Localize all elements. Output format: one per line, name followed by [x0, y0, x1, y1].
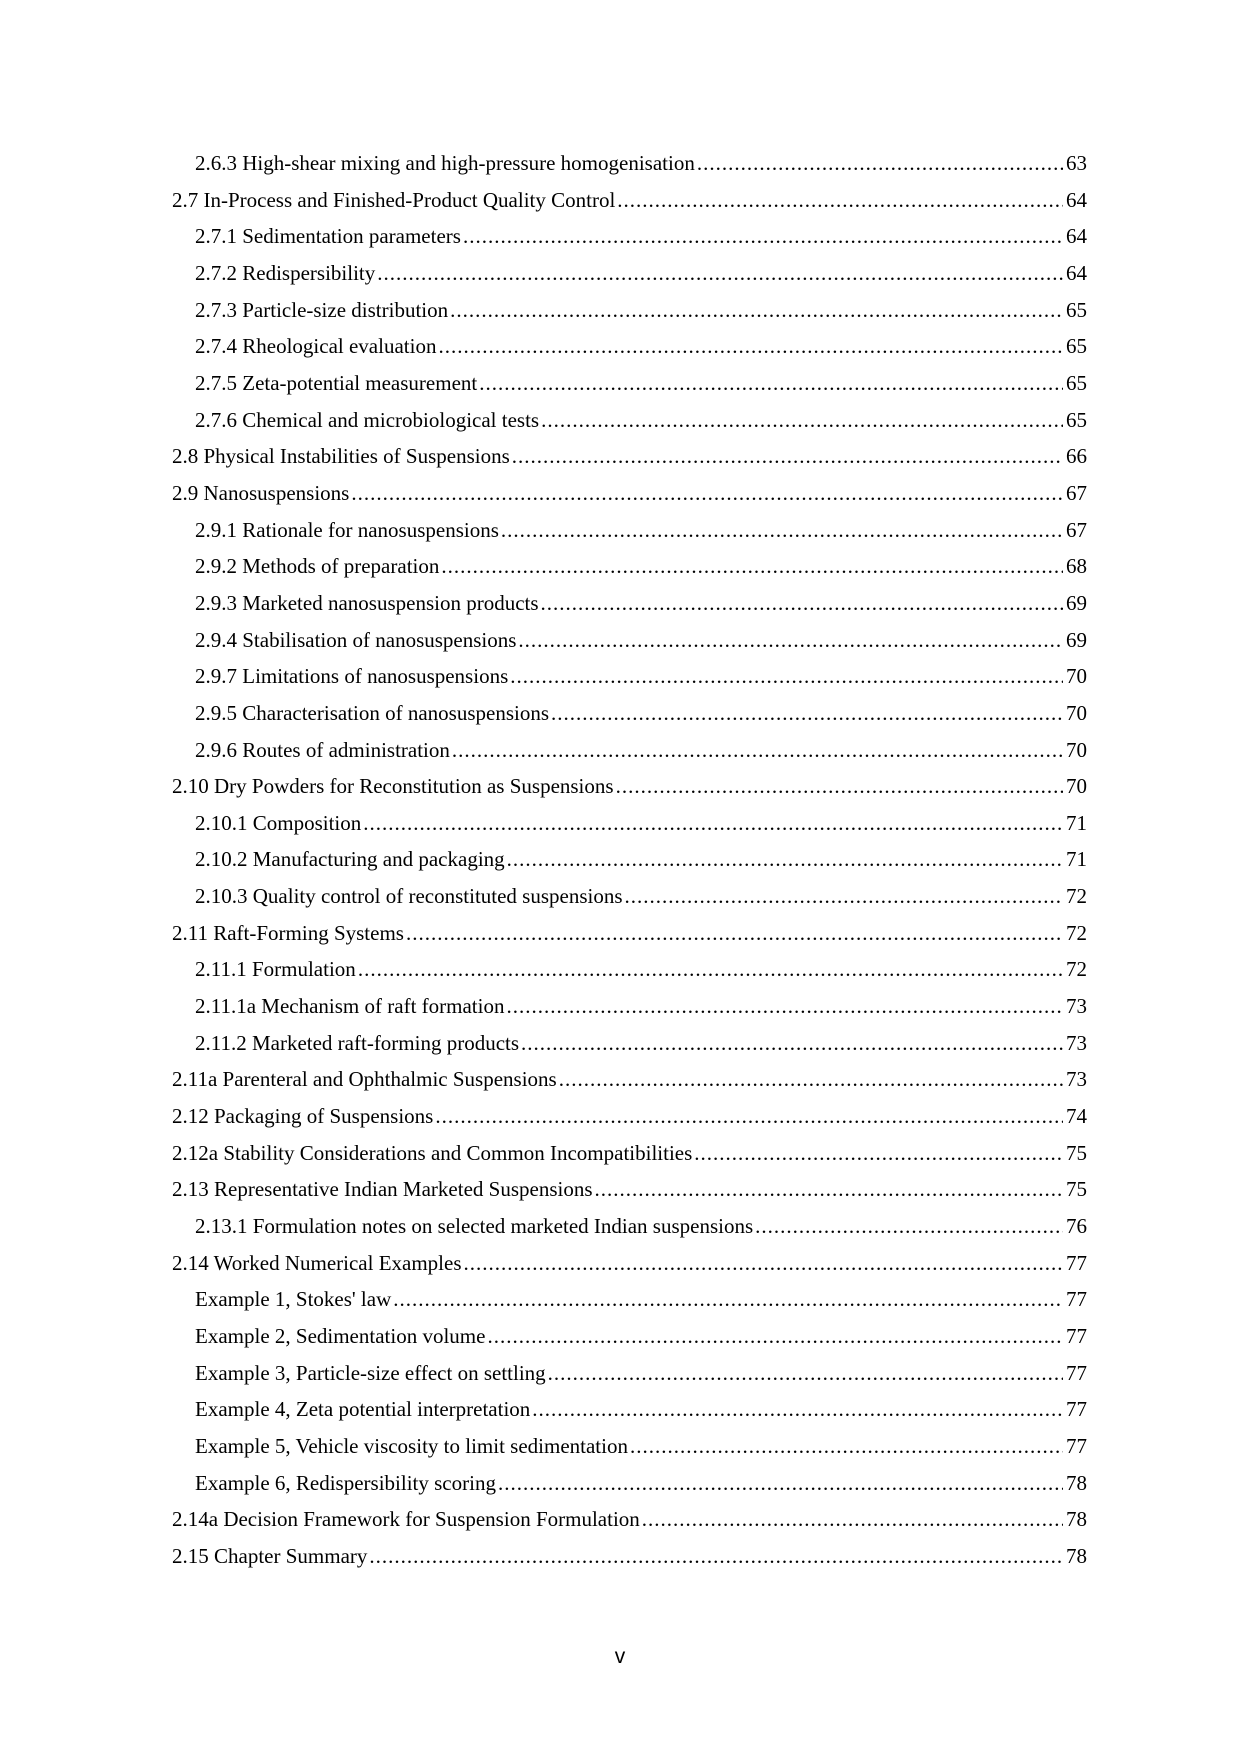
toc-entry-page: 78 — [1066, 1507, 1087, 1532]
toc-entry[interactable] — [172, 732, 1087, 769]
toc-dot-leader — [463, 218, 1063, 255]
toc-entry-title: 2.12a Stability Considerations and Common Incompatibilities — [172, 1140, 693, 1165]
toc-entry-title: 2.7 In-Process and Finished-Product Quality Control — [172, 187, 616, 212]
toc-entry-title: 2.10 Dry Powders for Reconstitution as Suspensions — [172, 774, 614, 799]
toc-entry-title: 2.10.1 Composition — [195, 810, 362, 835]
toc-entry[interactable] — [172, 1465, 1087, 1502]
toc-dot-leader — [507, 841, 1063, 878]
toc-dot-leader — [625, 878, 1063, 915]
toc-entry-page: 64 — [1066, 224, 1087, 249]
toc-entry-page: 77 — [1066, 1250, 1087, 1275]
toc-dot-leader — [487, 1318, 1063, 1355]
toc-entry[interactable] — [172, 1501, 1087, 1538]
toc-entry[interactable] — [172, 1208, 1087, 1245]
toc-entry-title: 2.12 Packaging of Suspensions — [172, 1104, 434, 1129]
toc-dot-leader — [642, 1501, 1063, 1538]
toc-entry-title: 2.7.4 Rheological evaluation — [195, 334, 437, 359]
toc-entry-title: 2.9.7 Limitations of nanosuspensions — [195, 664, 509, 689]
toc-dot-leader — [438, 328, 1063, 365]
toc-entry[interactable] — [172, 768, 1087, 805]
toc-entry-page: 72 — [1066, 884, 1087, 909]
toc-entry[interactable] — [172, 1281, 1087, 1318]
toc-entry-page: 68 — [1066, 554, 1087, 579]
toc-entry-page: 71 — [1066, 810, 1087, 835]
toc-entry-title: Example 1, Stokes' law — [195, 1287, 392, 1312]
toc-entry-page: 70 — [1066, 664, 1087, 689]
toc-entry[interactable] — [172, 292, 1087, 329]
toc-entry[interactable] — [172, 365, 1087, 402]
toc-entry[interactable] — [172, 658, 1087, 695]
toc-entry-page: 78 — [1066, 1470, 1087, 1495]
toc-entry-page: 69 — [1066, 627, 1087, 652]
toc-entry-page: 73 — [1066, 994, 1087, 1019]
toc-dot-leader — [363, 805, 1063, 842]
toc-entry[interactable] — [172, 1061, 1087, 1098]
toc-entry-page: 70 — [1066, 774, 1087, 799]
toc-entry-title: 2.9.3 Marketed nanosuspension products — [195, 590, 539, 615]
toc-entry[interactable] — [172, 915, 1087, 952]
toc-entry-page: 70 — [1066, 700, 1087, 725]
toc-dot-leader — [377, 255, 1063, 292]
toc-entry-title: 2.11.1a Mechanism of raft formation — [195, 994, 505, 1019]
toc-entry-page: 69 — [1066, 590, 1087, 615]
toc-entry-title: 2.11 Raft-Forming Systems — [172, 920, 404, 945]
toc-entry[interactable] — [172, 255, 1087, 292]
toc-entry-title: 2.7.1 Sedimentation parameters — [195, 224, 461, 249]
toc-dot-leader — [521, 1025, 1063, 1062]
toc-entry-title: 2.9.6 Routes of administration — [195, 737, 450, 762]
toc-entry-title: 2.10.3 Quality control of reconstituted suspensions — [195, 884, 623, 909]
toc-entry-page: 72 — [1066, 957, 1087, 982]
toc-entry[interactable] — [172, 695, 1087, 732]
toc-entry-page: 65 — [1066, 407, 1087, 432]
toc-entry-title: Example 6, Redispersibility scoring — [195, 1470, 496, 1495]
toc-entry[interactable] — [172, 438, 1087, 475]
toc-dot-leader — [501, 512, 1063, 549]
toc-dot-leader — [630, 1428, 1063, 1465]
toc-entry-page: 63 — [1066, 151, 1087, 175]
toc-entry[interactable] — [172, 1538, 1087, 1575]
toc-dot-leader — [512, 438, 1063, 475]
toc-dot-leader — [697, 145, 1063, 182]
toc-dot-leader — [595, 1171, 1064, 1208]
toc-entry-page: 73 — [1066, 1067, 1087, 1092]
toc-entry-page: 78 — [1066, 1543, 1087, 1568]
toc-dot-leader — [435, 1098, 1063, 1135]
toc-entry-title: 2.15 Chapter Summary — [172, 1543, 368, 1568]
toc-entry-title: 2.9.1 Rationale for nanosuspensions — [195, 517, 499, 542]
toc-entry-title: 2.9.2 Methods of preparation — [195, 554, 440, 579]
toc-entry-page: 65 — [1066, 370, 1087, 395]
toc-entry[interactable] — [172, 1135, 1087, 1172]
toc-dot-leader — [351, 475, 1063, 512]
toc-entry[interactable] — [172, 841, 1087, 878]
toc-entry-title: 2.10.2 Manufacturing and packaging — [195, 847, 505, 872]
toc-dot-leader — [464, 1245, 1063, 1282]
toc-entry-page: 65 — [1066, 297, 1087, 322]
toc-entry-title: 2.9.5 Characterisation of nanosuspensions — [195, 700, 550, 725]
toc-dot-leader — [617, 182, 1063, 219]
toc-dot-leader — [616, 768, 1063, 805]
toc-entry-title: Example 2, Sedimentation volume — [195, 1324, 486, 1348]
toc-entry-page: 64 — [1066, 260, 1087, 285]
toc-entry-page: 74 — [1066, 1104, 1087, 1129]
toc-dot-leader — [541, 585, 1063, 622]
toc-entry[interactable] — [172, 585, 1087, 622]
toc-entry[interactable] — [172, 475, 1087, 512]
toc-entry-title: 2.9 Nanosuspensions — [172, 480, 350, 505]
toc-entry[interactable] — [172, 1428, 1087, 1465]
toc-dot-leader — [694, 1135, 1063, 1172]
toc-dot-leader — [518, 622, 1063, 659]
toc-entry[interactable] — [172, 622, 1087, 659]
toc-entry-title: 2.7.5 Zeta-potential measurement — [195, 370, 478, 395]
toc-entry-title: 2.13 Representative Indian Marketed Suspensions — [172, 1177, 593, 1202]
toc-dot-leader — [369, 1538, 1063, 1575]
toc-entry-page: 73 — [1066, 1030, 1087, 1055]
toc-dot-leader — [479, 365, 1063, 402]
toc-entry[interactable] — [172, 988, 1087, 1025]
toc-entry[interactable] — [172, 1245, 1087, 1282]
toc-dot-leader — [506, 988, 1063, 1025]
toc-entry-title: 2.7.3 Particle-size distribution — [195, 297, 449, 322]
toc-entry[interactable] — [172, 218, 1087, 255]
toc-entry[interactable] — [172, 145, 1087, 182]
toc-entry-page: 77 — [1066, 1397, 1087, 1422]
page-number: v — [614, 1645, 626, 1668]
table-of-contents — [172, 145, 1087, 1575]
toc-entry[interactable] — [172, 1171, 1087, 1208]
toc-dot-leader — [406, 915, 1063, 952]
toc-entry-page: 77 — [1066, 1287, 1087, 1312]
toc-entry-page: 76 — [1066, 1214, 1087, 1239]
toc-entry[interactable] — [172, 1355, 1087, 1392]
toc-entry-title: 2.7.2 Redispersibility — [195, 260, 376, 285]
toc-entry[interactable] — [172, 512, 1087, 549]
toc-dot-leader — [452, 732, 1063, 769]
toc-entry-page: 65 — [1066, 334, 1087, 359]
toc-entry-title: Example 4, Zeta potential interpretation — [195, 1397, 531, 1422]
toc-dot-leader — [541, 402, 1063, 439]
toc-entry-title: 2.11.2 Marketed raft-forming products — [195, 1030, 520, 1055]
toc-entry-page: 71 — [1066, 847, 1087, 872]
toc-entry-page: 67 — [1066, 480, 1087, 505]
toc-entry-page: 66 — [1066, 444, 1087, 469]
toc-entry[interactable] — [172, 1391, 1087, 1428]
toc-entry-page: 77 — [1066, 1433, 1087, 1458]
toc-entry-title: Example 5, Vehicle viscosity to limit sedimentation — [195, 1433, 628, 1458]
toc-entry-page: 75 — [1066, 1140, 1087, 1165]
toc-entry[interactable] — [172, 1318, 1087, 1355]
toc-entry[interactable] — [172, 805, 1087, 842]
toc-entry[interactable] — [172, 951, 1087, 988]
toc-dot-leader — [559, 1061, 1063, 1098]
toc-dot-leader — [510, 658, 1063, 695]
toc-entry-page: 70 — [1066, 737, 1087, 762]
toc-entry-page: 77 — [1066, 1324, 1087, 1348]
toc-entry-page: 72 — [1066, 920, 1087, 945]
toc-entry-title: 2.11.1 Formulation — [195, 957, 356, 982]
toc-entry-title: Example 3, Particle-size effect on settling — [195, 1360, 546, 1385]
toc-entry[interactable] — [172, 328, 1087, 365]
toc-entry-page: 77 — [1066, 1360, 1087, 1385]
toc-dot-leader — [498, 1465, 1063, 1502]
toc-dot-leader — [441, 548, 1063, 585]
toc-entry[interactable] — [172, 1025, 1087, 1062]
toc-entry[interactable] — [172, 1098, 1087, 1135]
toc-entry-title: 2.14 Worked Numerical Examples — [172, 1250, 462, 1275]
toc-entry-page: 75 — [1066, 1177, 1087, 1202]
toc-entry-title: 2.14a Decision Framework for Suspension Formulation — [172, 1507, 640, 1532]
toc-entry-page: 64 — [1066, 187, 1087, 212]
toc-entry-title: 2.6.3 High-shear mixing and high-pressure homogenisation — [195, 151, 695, 175]
toc-entry[interactable] — [172, 878, 1087, 915]
toc-entry[interactable] — [172, 182, 1087, 219]
toc-dot-leader — [450, 292, 1063, 329]
toc-dot-leader — [755, 1208, 1063, 1245]
toc-entry[interactable] — [172, 402, 1087, 439]
toc-entry-page: 67 — [1066, 517, 1087, 542]
toc-dot-leader — [358, 951, 1063, 988]
toc-dot-leader — [551, 695, 1063, 732]
toc-entry-title: 2.9.4 Stabilisation of nanosuspensions — [195, 627, 517, 652]
toc-dot-leader — [393, 1281, 1063, 1318]
toc-entry-title: 2.7.6 Chemical and microbiological tests — [195, 407, 540, 432]
toc-entry-title: 2.8 Physical Instabilities of Suspensions — [172, 444, 510, 469]
toc-dot-leader — [548, 1355, 1063, 1392]
toc-entry-title: 2.11a Parenteral and Ophthalmic Suspensions — [172, 1067, 557, 1092]
toc-entry-title: 2.13.1 Formulation notes on selected marketed Indian suspensions — [195, 1214, 754, 1239]
toc-entry[interactable] — [172, 548, 1087, 585]
toc-dot-leader — [532, 1391, 1063, 1428]
